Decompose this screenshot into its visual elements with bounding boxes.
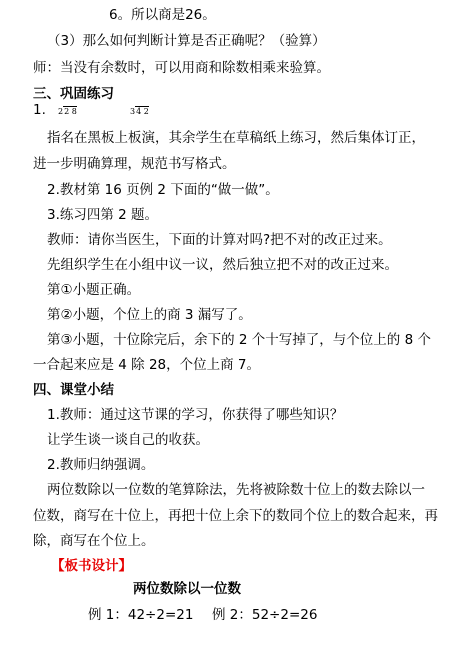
text-line: 指名在黑板上板演，其余学生在草稿纸上练习，然后集体订正， [47,130,425,146]
dividend: 4 2 [136,107,149,116]
section-heading: 四、课堂小结 [33,382,114,398]
text-line: （3）那么如何判断计算是否正确呢？（验算） [47,33,326,49]
text-line: 教师：请你当医生，下面的计算对吗?把不对的改正过来。 [47,232,392,248]
text-line: 两位数除以一位数的笔算除法，先将被除数十位上的数去除以一 [47,482,425,498]
dividend: 2 8 [64,107,77,116]
text-line: 第②小题，个位上的商 3 漏写了。 [47,307,252,323]
text-line: 进一步明确算理，规范书写格式。 [33,156,236,172]
board-title: 两位数除以一位数 [133,581,241,597]
text-line: 除，商写在个位上。 [33,533,155,549]
long-division-b [130,106,149,117]
text-line: 师：当没有余数时，可以用商和除数相乘来验算。 [33,60,330,76]
text-line: 第①小题正确。 [47,282,141,298]
board-example-2: 例 2：52÷2=26 [212,607,318,623]
section-heading: 三、巩固练习 [33,86,114,102]
text-line: 6。所以商是26。 [109,7,216,23]
long-division-a [58,106,77,117]
text-line: 位数，商写在十位上，再把十位上余下的数同个位上的数合起来，再 [33,508,438,524]
text-line: 3.练习四第 2 题。 [47,207,159,223]
board-example-1: 例 1：42÷2=21 [88,607,194,623]
text-line: 先组织学生在小组中议一议，然后独立把不对的改正过来。 [47,257,398,273]
text-line: 一合起来应是 4 除 28，个位上商 7。 [33,357,261,373]
divisor: 2 [58,107,64,116]
text-line: 第③小题，十位除完后，余下的 2 个十写掉了，与个位上的 8 个 [47,332,431,348]
exercise-number: 1. [33,102,46,118]
text-line: 2.教材第 16 页例 2 下面的“做一做”。 [47,182,279,198]
divisor: 3 [130,107,136,116]
text-line: 让学生谈一谈自己的收获。 [47,432,209,448]
text-line: 2.教师归纳强调。 [47,457,155,473]
board-design-label: 【板书设计】 [51,558,132,574]
text-line: 1.教师：通过这节课的学习，你获得了哪些知识？ [47,407,344,423]
